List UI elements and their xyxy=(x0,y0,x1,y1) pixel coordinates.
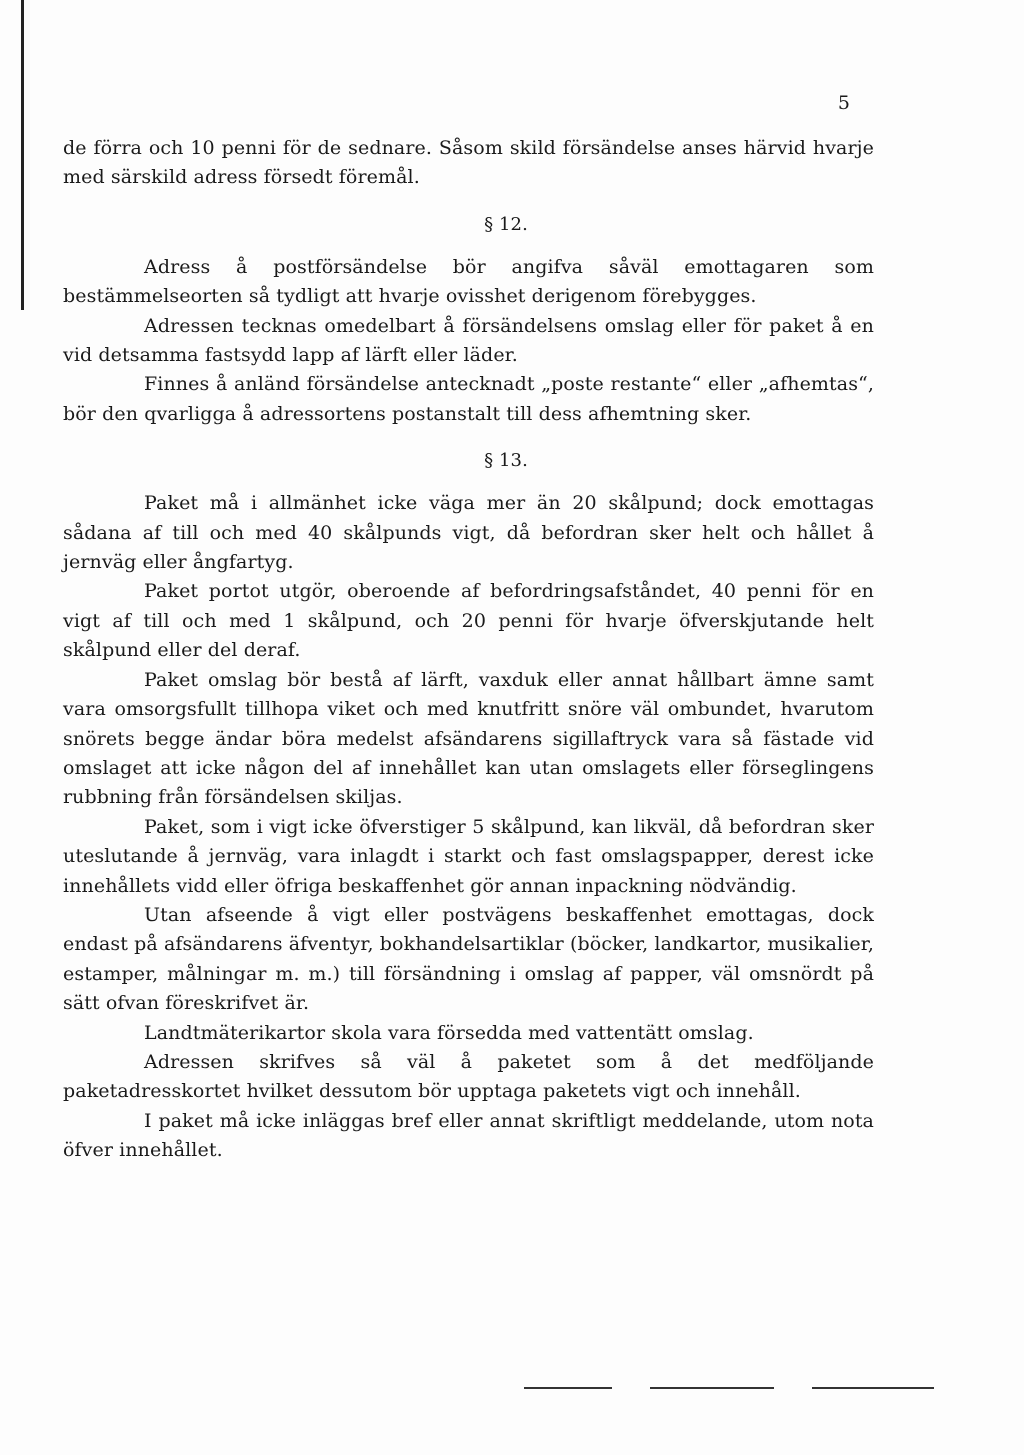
section-12-paragraph: Finnes å anländ försändelse antecknadt „poste restante“ eller „afhemtas“, bör den qvarligga å adressortens postanstalt till dess afhemtning sker. xyxy=(63,373,874,425)
footer-rules xyxy=(0,1387,1024,1391)
section-13-paragraph: Paket må i allmänhet icke väga mer än 20 skålpund; dock emottagas sådana af till och med 40 skålpunds vigt, då befordran sker helt och hållet å jernväg eller ångfartyg. xyxy=(63,492,874,574)
footer-rule xyxy=(650,1387,774,1389)
section-13-heading: § 13. xyxy=(484,450,528,472)
footer-rule xyxy=(524,1387,612,1389)
section-12-paragraph: Adressen tecknas omedelbart å försändelsens omslag eller för paket å en vid detsamma fastsydd lapp af lärft eller läder. xyxy=(63,314,874,367)
section-13-paragraph: Utan afseende å vigt eller postvägens beskaffenhet emottagas, dock endast på afsändarens äfventyr, bokhandelsartiklar (böcker, landkartor, musikalier, estamper, målningar m. m.) till försändning i omslag af papper, väl omsnördt på sätt ofvan föreskrifvet är. xyxy=(63,903,874,1015)
section-12-heading: § 12. xyxy=(484,213,528,235)
section-13-paragraph: Paket portot utgör, oberoende af befordringsafståndet, 40 penni för en vigt af till och med 1 skålpund, och 20 penni för hvarje öfverskjutande helt skålpund eller del deraf. xyxy=(63,580,874,662)
section-13-paragraph: Paket omslag bör bestå af lärft, vaxduk eller annat hållbart ämne samt vara omsorgsfullt tillhopa viket och med knutfritt snöre väl ombundet, hvarutom snörets begge ändar böra medelst afsändarens sigillaftryck vara så fästade vid omslaget att icke någon del af innehållet kan utan omslagets eller förseglingens rubbning från försändelsen skiljas. xyxy=(63,668,874,809)
footer-rule xyxy=(812,1387,934,1389)
section-13-paragraph: Landtmäterikartor skola vara försedda med vattentätt omslag. xyxy=(144,1021,754,1044)
body-text xyxy=(63,134,874,1166)
scan-margin-line xyxy=(21,0,24,310)
section-13-paragraph: Paket, som i vigt icke öfverstiger 5 skålpund, kan likväl, då befordran sker uteslutande å jernväg, vara inlagdt i starkt och fast omslagspapper, derest icke innehållets vidd eller öfriga beskaffenhet gör annan inpackning nödvändig. xyxy=(63,815,874,897)
section-12-paragraph: Adress å postförsändelse bör angifva såväl emottagaren som bestämmelseorten så tydligt att hvarje ovisshet derigenom förebygges. xyxy=(63,255,874,308)
section-13-paragraph: I paket må icke inläggas bref eller annat skriftligt meddelande, utom nota öfver innehållet. xyxy=(63,1109,874,1162)
section-13-paragraph: Adressen skrifves så väl å paketet som å det medföljande paketadresskortet hvilket dessutom bör upptaga paketets vigt och innehåll. xyxy=(63,1050,874,1103)
page-number: 5 xyxy=(837,92,850,114)
intro-paragraph: de förra och 10 penni för de sednare. Såsom skild försändelse anses härvid hvarje med särskild adress försedt föremål. xyxy=(63,137,874,189)
